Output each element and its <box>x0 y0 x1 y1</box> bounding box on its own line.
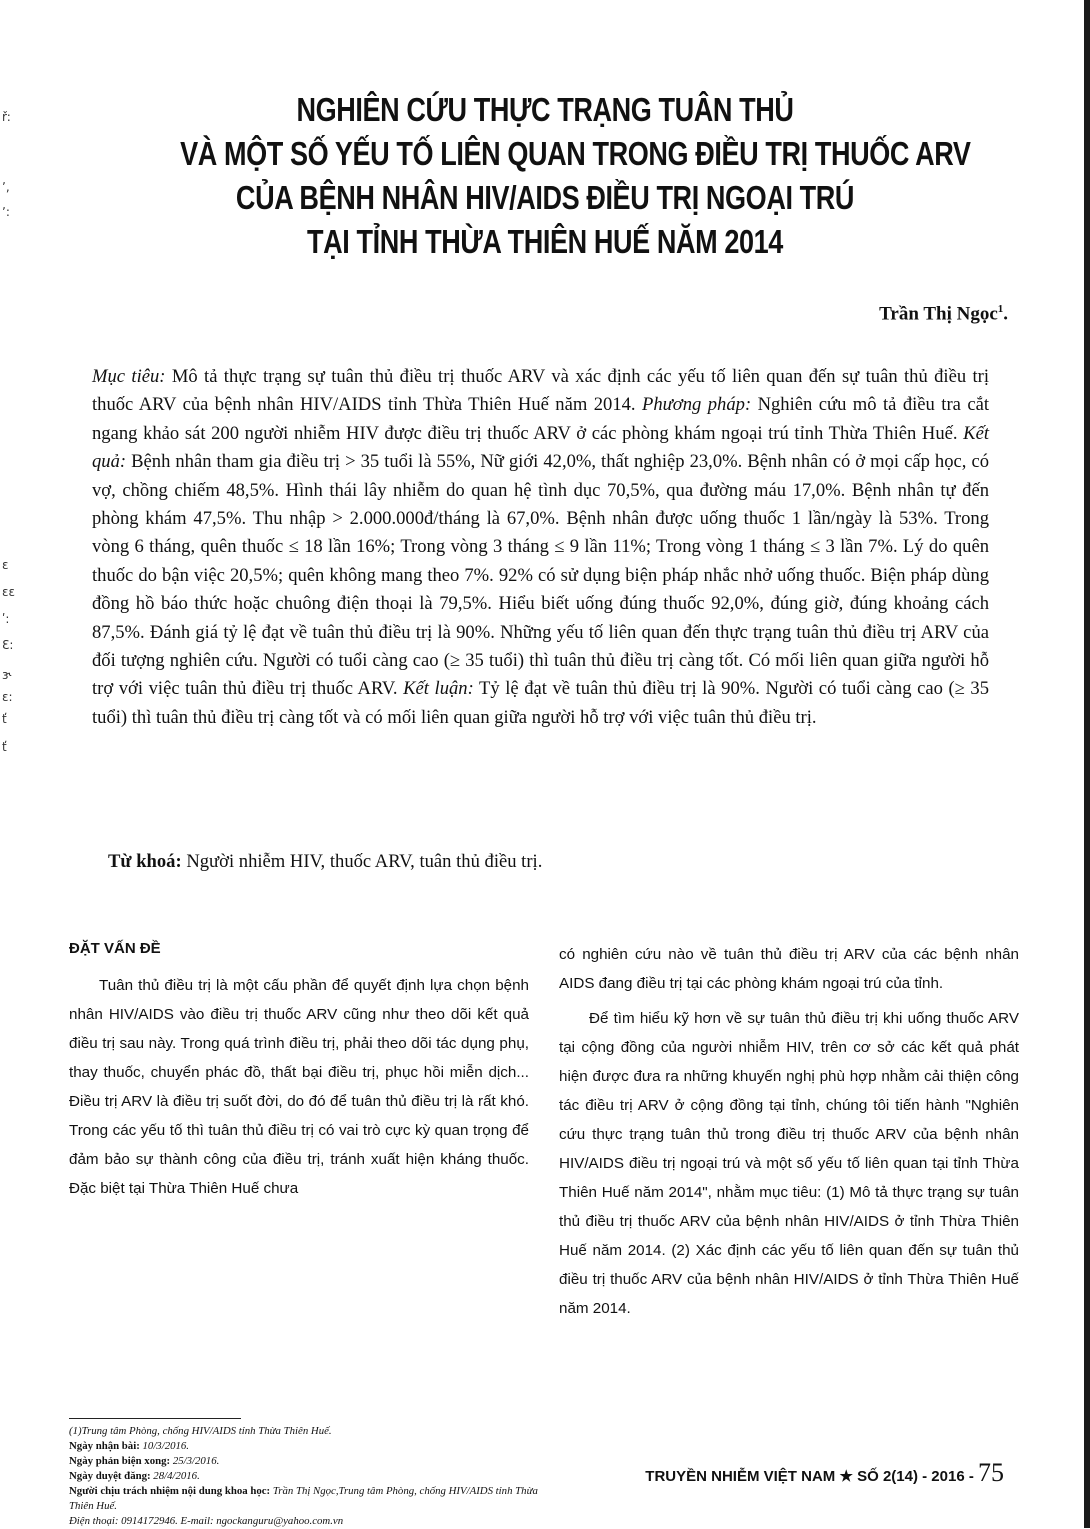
footnote-accepted <box>69 1469 539 1484</box>
margin-mark: ʼ, <box>2 180 10 194</box>
title-line: NGHIÊN CỨU THỰC TRẠNG TUÂN THỦ <box>296 91 794 128</box>
results-label: Kết quả: <box>92 422 989 473</box>
conclusion-label: Kết luận: <box>403 678 474 700</box>
page-number: 75 <box>978 1458 1004 1487</box>
accepted-label: Ngày duyệt đăng: <box>69 1470 151 1482</box>
margin-mark: ɛ: <box>2 690 13 704</box>
footnote-responsible <box>69 1484 539 1514</box>
journal-name: TRUYỀN NHIỄM VIỆT NAM <box>645 1468 836 1485</box>
keywords-label: Từ khoá: <box>108 851 182 872</box>
star-icon: ★ <box>839 1468 853 1485</box>
objective-label: Mục tiêu: <box>92 366 166 387</box>
right-paragraph-1: có nghiên cứu nào về tuân thủ điều trị ARV của các bệnh nhân AIDS đang điều trị tại các phòng khám ngoại trú của tỉnh. <box>559 946 1019 992</box>
keywords <box>108 851 542 873</box>
author <box>879 303 1008 325</box>
received-date: 10/3/2016. <box>142 1440 190 1452</box>
margin-mark: ť <box>2 740 7 754</box>
margin-mark: ɛɛ <box>2 585 15 599</box>
article-title <box>180 88 971 264</box>
left-column <box>69 940 529 1203</box>
method-label: Phương pháp: <box>642 394 752 416</box>
title-line: TẠI TỈNH THỪA THIÊN HUẾ NĂM 2014 <box>307 223 783 260</box>
footnote-affiliation: (1)Trung tâm Phòng, chống HIV/AIDS tỉnh Thừa Thiên Huế. <box>69 1425 332 1437</box>
margin-mark: ʼ: <box>2 205 10 219</box>
right-paragraph-2: Để tìm hiểu kỹ hơn về sự tuân thủ điều trị khi uống thuốc ARV tại cộng đồng của người nhiễm HIV, trên cơ sở các kết quả phát hiện được đưa ra những khuyến nghị phù hợp nhằm cải thiện công tác điều trị ARV ở cộng đồng tại tỉnh, chúng tôi tiến hành "Nghiên cứu thực trạng tuân thủ trong điều trị thuốc ARV của bệnh nhân HIV/AIDS điều trị ngoại trú và một số yếu tố liên quan tại tỉnh Thừa Thiên Huế năm 2014", nhằm mục tiêu: (1) Mô tả thực trạng sự tuân thủ điều trị thuốc ARV của bệnh nhân HIV/AIDS ở tỉnh Thừa Thiên Huế năm 2014. (2) Xác định các yếu tố liên quan đến sự tuân thủ điều trị thuốc ARV của bệnh nhân HIV/AIDS ở tỉnh Thừa Thiên Huế năm 2014. <box>559 1010 1019 1317</box>
author-name: Trần Thị Ngọc <box>879 303 998 325</box>
responsible-label: Người chịu trách nhiệm nội dung khoa học: <box>69 1485 271 1497</box>
scan-edge-bar <box>1084 0 1090 1528</box>
margin-mark: Ɛ: <box>2 638 14 652</box>
author-dot: . <box>1003 303 1008 325</box>
author-affiliation-mark: 1 <box>997 303 1004 315</box>
objective-text: Mô tả thực trạng sự tuân thủ điều trị thuốc ARV và xác định các yếu tố liên quan đến sự tuân thủ điều trị thuốc ARV của bệnh nhân HIV/AIDS tỉnh Thừa Thiên Huế năm 2014. <box>92 366 990 416</box>
responsible-person: Trần Thị Ngọc,Trung tâm Phòng, chống HIV/AIDS tỉnh Thừa Thiên Huế. <box>69 1485 538 1512</box>
right-column <box>559 940 1019 1323</box>
title-line: VÀ MỘT SỐ YẾU TỐ LIÊN QUAN TRONG ĐIỀU TRỊ THUỐC ARV <box>180 135 971 172</box>
footnote-reviewed <box>69 1454 539 1469</box>
title-line: CỦA BỆNH NHÂN HIV/AIDS ĐIỀU TRỊ NGOẠI TRÚ <box>235 179 855 216</box>
results-text: Bệnh nhân tham gia điều trị > 35 tuổi là 55%, Nữ giới 42,0%, thất nghiệp 23,0%. Bệnh nhân có ở mọi cấp học, có vợ, chồng chiếm 48,5%. Hình thái lây nhiễm do quan hệ tình dục 70,5%, qua đường máu 17,0%. Bệnh nhân tự đến phòng khám 47,5%. Thu nhập > 2.000.000đ/tháng là 67,0%. Bệnh nhân được uống thuốc 1 lần/ngày là 53%. Trong vòng 6 tháng, quên thuốc ≤ 18 lần 16%; Trong vòng 3 tháng ≤ 9 lần 11%; Trong vòng 1 tháng ≤ 3 lần 7%. Lý do quên thuốc do bận việc 20,5%; quên không mang theo 7%. 92% có sử dụng biện pháp nhắc nhở uống thuốc. Biện pháp dùng đồng hồ báo thức hoặc chuông điện thoại là 79,5%. Hiểu biết uống đúng thuốc 92,0%, đúng giờ, đúng khoảng cách 87,5%. Đánh giá tỷ lệ đạt về tuân thủ điều trị là 90%. Những yếu tố liên quan đến thực trạng tuân thủ điều trị ARV của đối tượng nghiên cứu. Người có tuổi càng cao (≥ 35 tuổi) thì tuân thủ điều trị càng tốt. Có mối liên quan giữa người hỗ trợ với việc tuân thủ điều trị thuốc ARV. <box>92 451 989 700</box>
margin-mark: ʹ: <box>2 612 10 626</box>
abstract <box>92 363 989 732</box>
reviewed-label: Ngày phản biện xong: <box>69 1455 171 1467</box>
method-text: Nghiên cứu mô tả điều tra cắt ngang khảo sát 200 người nhiễm HIV được điều trị thuốc ARV ở các phòng khám ngoại trú tỉnh Thừa Thiên Huế. <box>92 394 989 444</box>
left-paragraph: Tuân thủ điều trị là một cấu phần để quyết định lựa chọn bệnh nhân HIV/AIDS vào điều trị thuốc ARV cũng như theo dõi kết quả điều trị sau này. Trong quá trình điều trị, phải theo dõi tác dụng phụ, thay thuốc, chuyển phác đồ, thất bại điều trị, phục hồi miễn dịch... Điều trị ARV là điều trị suốt đời, do đó để tuân thủ điều trị là rất khó. Trong các yếu tố thì tuân thủ điều trị có vai trò cực kỳ quan trọng để đảm bảo sự thành công của điều trị, tránh xuất hiện kháng thuốc. Đặc biệt tại Thừa Thiên Huế chưa <box>69 977 529 1197</box>
footnote-rule <box>69 1418 241 1419</box>
keywords-text: Người nhiễm HIV, thuốc ARV, tuân thủ điều trị. <box>181 851 543 872</box>
margin-mark: ɛ <box>2 558 9 572</box>
section-heading: ĐẶT VẤN ĐỀ <box>69 940 161 957</box>
reviewed-date: 25/3/2016. <box>172 1455 220 1467</box>
footnote-contact: Điện thoại: 0914172946. E-mail: ngockanguru@yahoo.com.vn <box>69 1515 344 1527</box>
margin-mark: ť <box>2 712 7 726</box>
issue-info: SỐ 2(14) - 2016 - <box>857 1468 974 1485</box>
received-label: Ngày nhận bài: <box>69 1440 140 1452</box>
accepted-date: 28/4/2016. <box>153 1470 200 1482</box>
footnotes <box>69 1424 539 1529</box>
margin-mark: ɝ <box>2 668 12 682</box>
conclusion-text: Tỷ lệ đạt về tuân thủ điều trị là 90%. Người có tuổi càng cao (≥ 35 tuổi) thì tuân thủ điều trị càng tốt và có mối liên quan giữa người hỗ trợ với việc tuân thủ điều trị. <box>92 678 989 728</box>
margin-mark: ř: <box>2 110 11 124</box>
running-footer <box>645 1458 1004 1488</box>
footnote-received <box>69 1439 539 1454</box>
